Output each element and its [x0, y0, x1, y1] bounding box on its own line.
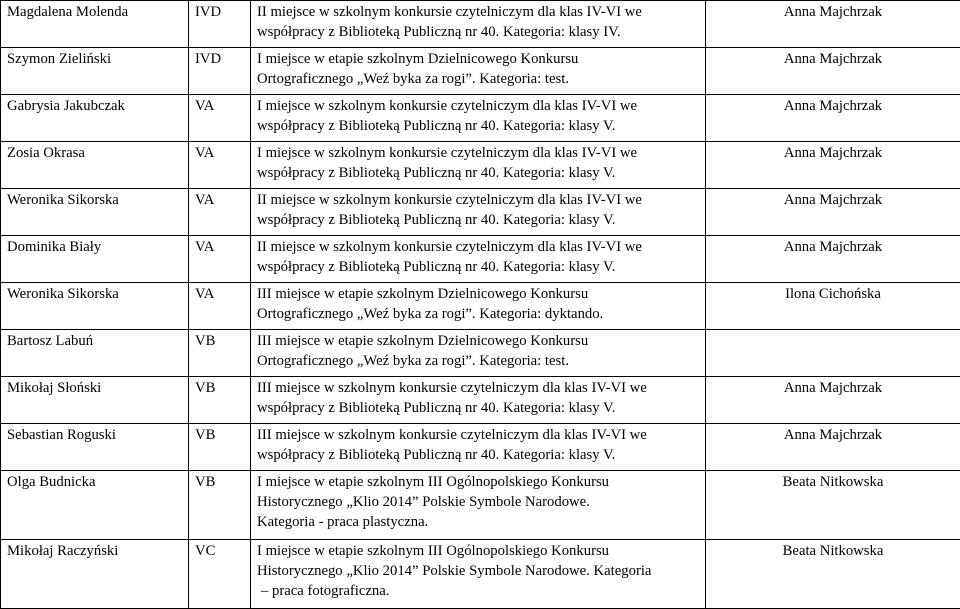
achievement — [251, 95, 706, 142]
class-name: IVD — [189, 1, 251, 48]
class-name: VC — [189, 540, 251, 609]
achievement-line: I miejsce w szkolnym konkursie czytelniczym dla klas IV-VI we — [257, 96, 699, 116]
achievement-line: Historycznego „Klio 2014” Polskie Symbole Narodowe. Kategoria — [257, 561, 699, 581]
student-name: Olga Budnicka — [1, 471, 189, 540]
achievement-line: współpracy z Biblioteką Publiczną nr 40. Kategoria: klasy V. — [257, 210, 699, 230]
achievement — [251, 189, 706, 236]
teacher-name: Anna Majchrzak — [706, 1, 960, 48]
achievement-line: współpracy z Biblioteką Publiczną nr 40. Kategoria: klasy IV. — [257, 22, 699, 42]
achievement-line: Historycznego „Klio 2014” Polskie Symbole Narodowe. — [257, 492, 699, 512]
achievement — [251, 540, 706, 609]
teacher-name — [706, 330, 960, 377]
teacher-name: Ilona Cichońska — [706, 283, 960, 330]
achievement-line: II miejsce w szkolnym konkursie czytelniczym dla klas IV-VI we — [257, 190, 699, 210]
achievement — [251, 330, 706, 377]
achievement — [251, 1, 706, 48]
table-row — [1, 1, 960, 48]
achievement-line: I miejsce w etapie szkolnym III Ogólnopolskiego Konkursu — [257, 541, 699, 561]
table-row — [1, 377, 960, 424]
table-row — [1, 236, 960, 283]
class-name: IVD — [189, 48, 251, 95]
teacher-name: Anna Majchrzak — [706, 377, 960, 424]
achievement-line: współpracy z Biblioteką Publiczną nr 40. Kategoria: klasy V. — [257, 116, 699, 136]
achievement — [251, 471, 706, 540]
student-name: Mikołaj Raczyński — [1, 540, 189, 609]
student-name: Gabrysia Jakubczak — [1, 95, 189, 142]
achievement-line: III miejsce w etapie szkolnym Dzielnicowego Konkursu — [257, 284, 699, 304]
achievement-line: III miejsce w szkolnym konkursie czytelniczym dla klas IV-VI we — [257, 378, 699, 398]
achievement — [251, 48, 706, 95]
student-name: Szymon Zieliński — [1, 48, 189, 95]
teacher-name: Anna Majchrzak — [706, 48, 960, 95]
teacher-name: Anna Majchrzak — [706, 142, 960, 189]
student-name: Dominika Biały — [1, 236, 189, 283]
student-name: Sebastian Roguski — [1, 424, 189, 471]
student-name: Magdalena Molenda — [1, 1, 189, 48]
class-name: VA — [189, 142, 251, 189]
table-row — [1, 48, 960, 95]
class-name: VB — [189, 424, 251, 471]
table-row — [1, 283, 960, 330]
achievement-line: – praca fotograficzna. — [257, 581, 699, 601]
achievement-line: III miejsce w szkolnym konkursie czytelniczym dla klas IV-VI we — [257, 425, 699, 445]
table-row — [1, 95, 960, 142]
achievement — [251, 283, 706, 330]
achievement — [251, 236, 706, 283]
class-name: VB — [189, 471, 251, 540]
achievement-line: I miejsce w etapie szkolnym Dzielnicowego Konkursu — [257, 49, 699, 69]
achievement-line: współpracy z Biblioteką Publiczną nr 40. Kategoria: klasy V. — [257, 445, 699, 465]
class-name: VA — [189, 189, 251, 236]
teacher-name: Anna Majchrzak — [706, 95, 960, 142]
achievement-line: Kategoria - praca plastyczna. — [257, 512, 699, 532]
student-name: Mikołaj Słoński — [1, 377, 189, 424]
table-row — [1, 189, 960, 236]
achievement — [251, 142, 706, 189]
achievement — [251, 377, 706, 424]
class-name: VA — [189, 95, 251, 142]
class-name: VB — [189, 377, 251, 424]
teacher-name: Beata Nitkowska — [706, 471, 960, 540]
table-row — [1, 540, 960, 609]
class-name: VB — [189, 330, 251, 377]
table-row — [1, 471, 960, 540]
achievement-line: I miejsce w etapie szkolnym III Ogólnopolskiego Konkursu — [257, 472, 699, 492]
table-row — [1, 424, 960, 471]
student-name: Zosia Okrasa — [1, 142, 189, 189]
table-row — [1, 330, 960, 377]
teacher-name: Anna Majchrzak — [706, 236, 960, 283]
achievement-line: Ortograficznego „Weź byka za rogi”. Kategoria: dyktando. — [257, 304, 699, 324]
achievement-line: współpracy z Biblioteką Publiczną nr 40. Kategoria: klasy V. — [257, 257, 699, 277]
achievement-line: współpracy z Biblioteką Publiczną nr 40. Kategoria: klasy V. — [257, 398, 699, 418]
table-row — [1, 142, 960, 189]
achievement-line: I miejsce w szkolnym konkursie czytelniczym dla klas IV-VI we — [257, 143, 699, 163]
student-name: Bartosz Labuń — [1, 330, 189, 377]
achievement-line: II miejsce w szkolnym konkursie czytelniczym dla klas IV-VI we — [257, 2, 699, 22]
teacher-name: Anna Majchrzak — [706, 424, 960, 471]
class-name: VA — [189, 283, 251, 330]
teacher-name: Anna Majchrzak — [706, 189, 960, 236]
student-name: Weronika Sikorska — [1, 283, 189, 330]
achievement-line: III miejsce w etapie szkolnym Dzielnicowego Konkursu — [257, 331, 699, 351]
achievement-line: Ortograficznego „Weź byka za rogi”. Kategoria: test. — [257, 351, 699, 371]
achievement-line: współpracy z Biblioteką Publiczną nr 40. Kategoria: klasy V. — [257, 163, 699, 183]
achievement-line: II miejsce w szkolnym konkursie czytelniczym dla klas IV-VI we — [257, 237, 699, 257]
achievement-line: Ortograficznego „Weź byka za rogi”. Kategoria: test. — [257, 69, 699, 89]
teacher-name: Beata Nitkowska — [706, 540, 960, 609]
student-name: Weronika Sikorska — [1, 189, 189, 236]
class-name: VA — [189, 236, 251, 283]
achievement — [251, 424, 706, 471]
